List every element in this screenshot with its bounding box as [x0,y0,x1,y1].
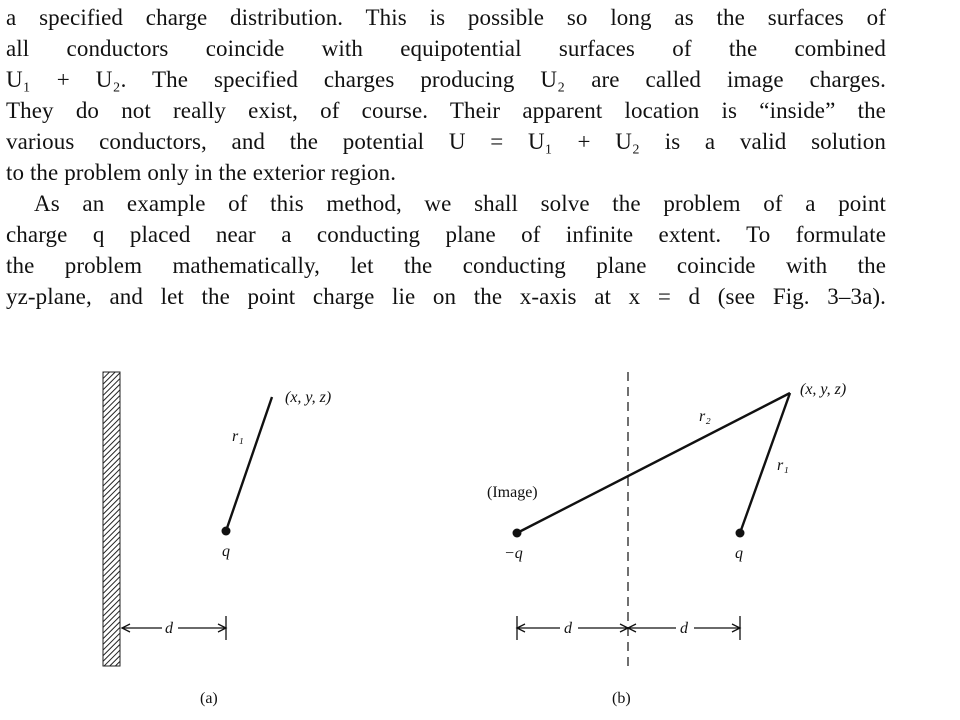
charge-point [736,529,745,538]
r2-line [517,393,790,533]
dimension-label-right: d [680,620,688,637]
dimension-label-left: d [564,620,572,637]
dimension-label: d [165,620,173,637]
charge-point [222,527,231,536]
text-line: U₁ + U₂. The specified charges producing U₂ are called image charges. [6,67,886,92]
figure-a [103,372,331,707]
image-label: (Image) [487,484,538,501]
text-line: various conductors, and the potential U = U₁ + U₂ is a valid solution [6,129,886,154]
image-charge-point [513,529,522,538]
r1-label: r₁ [777,457,789,474]
caption-a: (a) [200,690,218,707]
charge-label: q [735,545,743,562]
text-line: As an example of this method, we shall solve the problem of a point [34,191,886,216]
text-line: yz-plane, and let the point charge lie on the x-axis at x = d (see Fig. 3–3a). [6,284,886,309]
r2-label: r₂ [699,408,711,425]
r1-label: r₁ [232,428,244,445]
image-charge-label: −q [504,545,523,562]
text-line: the problem mathematically, let the conducting plane coincide with the [6,253,886,278]
point-label: (x, y, z) [800,381,847,398]
text-line: a specified charge distribution. This is possible so long as the surfaces of [6,5,886,30]
text-line: charge q placed near a conducting plane of infinite extent. To formulate [6,222,886,247]
text-line: to the problem only in the exterior region. [6,160,397,185]
r1-line [226,397,272,531]
text-line: all conductors coincide with equipotential surfaces of the combined [6,36,886,61]
text-line: They do not really exist, of course. Their apparent location is “inside” the [6,98,886,123]
conducting-plane [103,372,120,666]
figure-b [487,372,846,707]
point-label: (x, y, z) [285,389,332,406]
caption-b: (b) [612,690,631,707]
charge-label: q [222,543,230,560]
